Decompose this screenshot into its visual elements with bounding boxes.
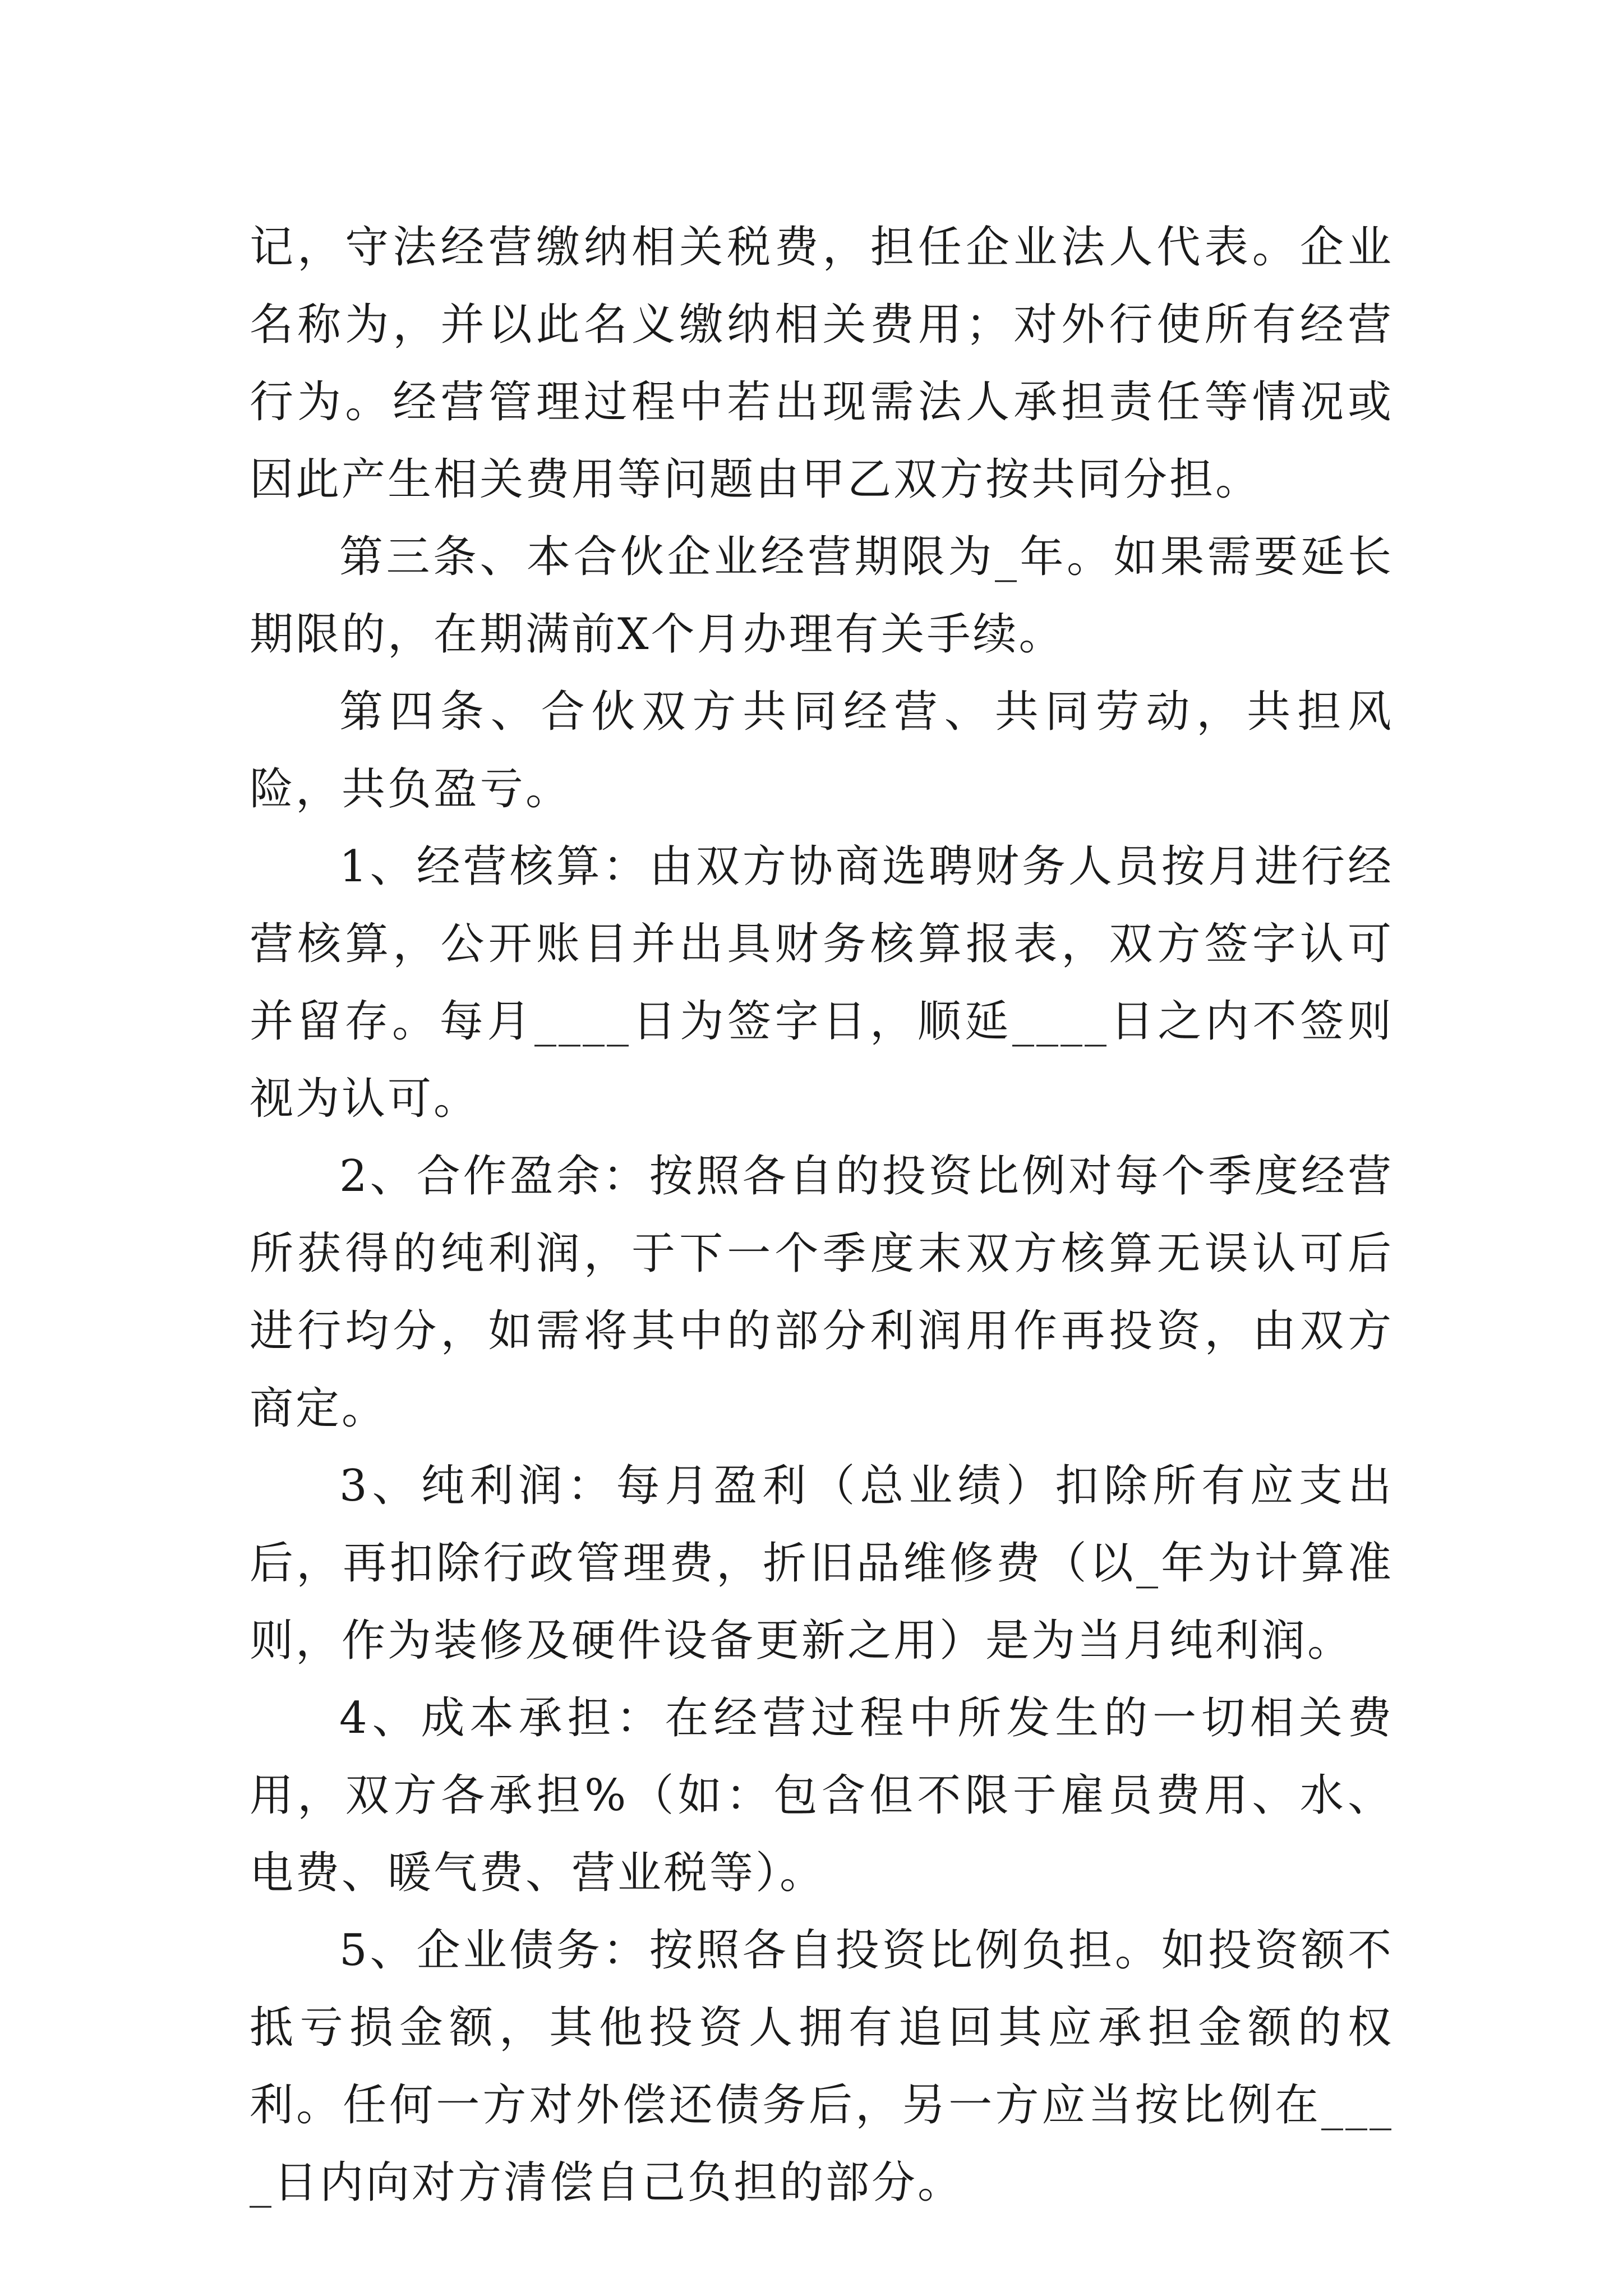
- paragraph-item-2-surplus: 2、合作盈余：按照各自的投资比例对每个季度经营所获得的纯利润，于下一个季度末双方核算无误认可后进行均分，如需将其中的部分利润用作再投资，由双方商定。: [250, 1151, 1394, 1434]
- paragraph-article-3: 第三条、本合伙企业经营期限为_年。如果需要延长期限的，在期满前X个月办理有关手续。: [250, 532, 1394, 660]
- paragraph-continuation: 记，守法经营缴纳相关税费，担任企业法人代表。企业名称为，并以此名义缴纳相关费用；对外行使所有经营行为。经营管理过程中若出现需法人承担责任等情况或因此产生相关费用等问题由甲乙双方按共同分担。: [250, 222, 1394, 505]
- document-body: [250, 209, 1394, 2221]
- paragraph-item-1-accounting: 1、经营核算：由双方协商选聘财务人员按月进行经营核算，公开账目并出具财务核算报表，双方签字认可并留存。每月____日为签字日，顺延____日之内不签则视为认可。: [250, 841, 1394, 1124]
- paragraph-item-3-net-profit: 3、纯利润：每月盈利（总业绩）扣除所有应支出后，再扣除行政管理费，折旧品维修费（以_年为计算准则，作为装修及硬件设备更新之用）是为当月纯利润。: [250, 1461, 1394, 1666]
- paragraph-article-4: 第四条、合伙双方共同经营、共同劳动，共担风险，共负盈亏。: [250, 687, 1394, 815]
- paragraph-item-5-debt: 5、企业债务：按照各自投资比例负担。如投资额不抵亏损金额，其他投资人拥有追回其应承担金额的权利。任何一方对外偿还债务后，另一方应当按比例在____日内向对方清偿自己负担的部分。: [250, 1925, 1394, 2208]
- paragraph-item-4-cost: 4、成本承担：在经营过程中所发生的一切相关费用，双方各承担%（如：包含但不限于雇员费用、水、电费、暖气费、营业税等）。: [250, 1693, 1394, 1898]
